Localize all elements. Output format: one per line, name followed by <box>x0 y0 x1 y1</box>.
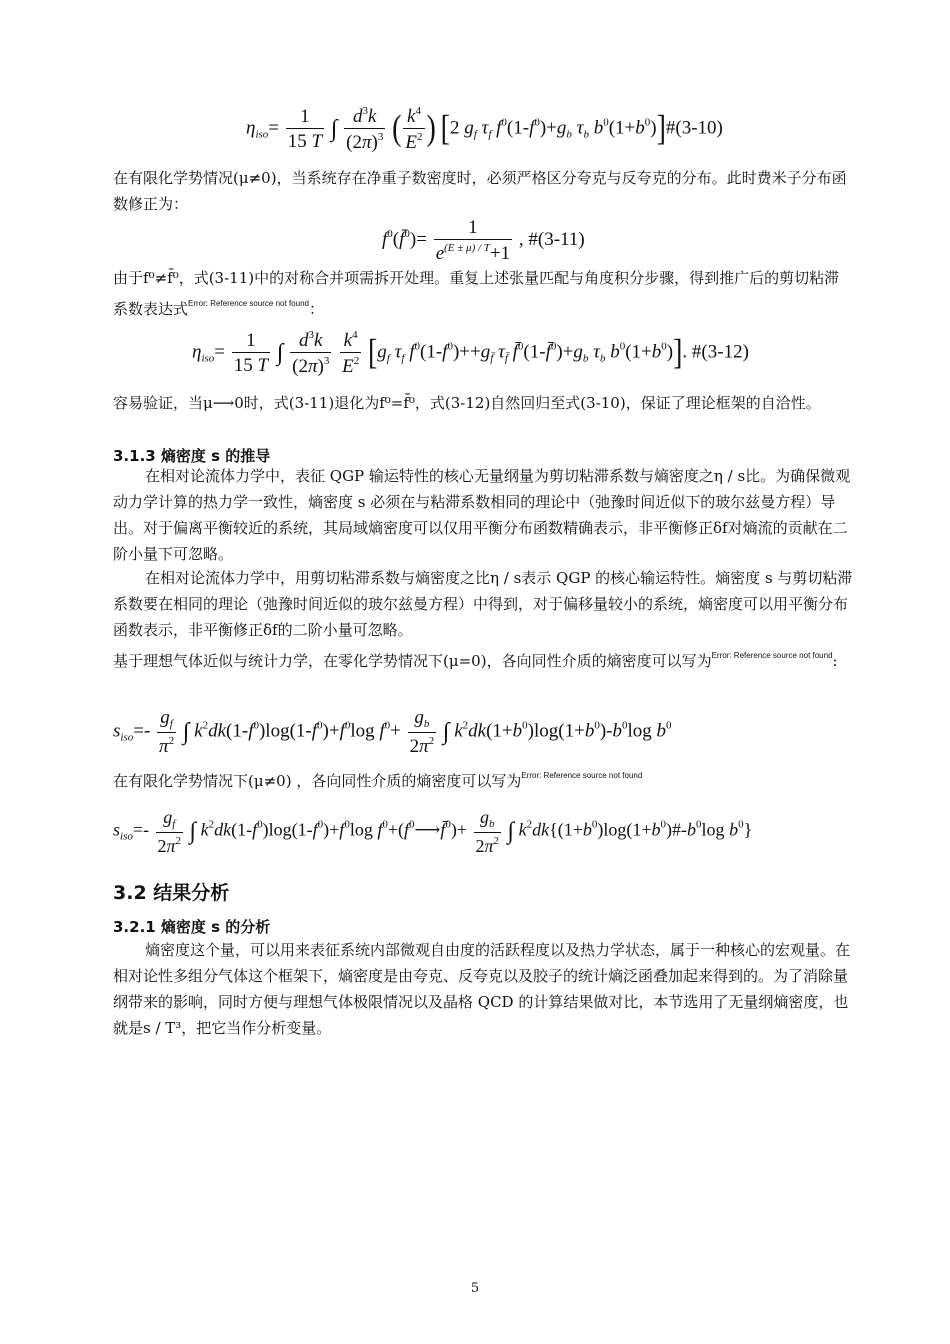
page-number: 5 <box>470 1281 480 1296</box>
paragraph-entropy-restated: 在相对论流体力学中，用剪切粘滞系数与熵密度之比η / s表示 QGP 的核心输运特性。熵密度 s 与剪切粘滞系数要在相同的理论（弛豫时间近似的玻尔兹曼方程）中得到，对于偏移量较小的系统，熵密度可以用平衡分布函数表示，非平衡修正δf的二阶小量可忽略。 <box>113 569 853 639</box>
paragraph-finite-mu-entropy: 在有限化学势情况下(μ≠0) ，各向同性介质的熵密度可以写为$^{Error: Reference source not found}$ <box>113 771 643 790</box>
paragraph-entropy-analysis: 熵密度这个量，可以用来表征系统内部微观自由度的活跃程度以及热力学状态，属于一种核心的宏观量。在相对论性多组分气体这个框架下，熵密度是由夸克、反夸克以及胶子的统计熵泛函叠加起来得到的。为了消除量纲带来的影响，同时方便与理想气体极限情况以及晶格 QCD 的计算结果做对比，本节选用了无量纲熵密度，也就是s / T³，把它当作分析变量。 <box>113 941 851 1037</box>
equation-3-12: $\eta_{iso}=$ $\frac{1}{15 T}$ ∫ $\frac{d^3k}{(2\pi)^3}$ $\frac{k^4}{E^2}$ [$g_f$ $\tau_f$ $f^0(1-f^0)++g_{f̄}$ $\tau_{f̄}$ $f̄^0(1-f̄^0)+g_b$ $\tau_b$ $b^0(1+b^0)$]. #(3-12) <box>192 329 749 377</box>
equation-3-11: $f^0(f̄^0)=$ $\frac{1}{e^{(E \pm \mu) / T}+1}$ , #(3-11) <box>382 217 585 264</box>
paragraph-generalized: 由于f⁰≠f̄⁰，式(3-11)中的对称合并项需拆开处理。重复上述张量匹配与角度积分步骤，得到推广后的剪切粘滞系数表达式$^{Error: Reference source not found}$： <box>113 269 840 318</box>
equation-entropy-zero-mu: $s_{iso}=-$ $\frac{g_f}{\pi^2}$ ∫ $k^2dk(1-f^0)\log(1-f^0)+f^0\log$ $f^0+$ $\frac{g_b}{2\pi^2}$ ∫ $k^2dk(1+b^0)\log(1+b^0)-b^0\log$ $b^0$ <box>113 707 672 757</box>
section-heading-3-1-3: 3.1.3 熵密度 s 的推导 <box>113 447 271 465</box>
section-heading-3-2: 3.2 结果分析 <box>113 882 230 904</box>
paragraph-zero-mu: 基于理想气体近似与统计力学，在零化学势情况下(μ=0)，各向同性介质的熵密度可以写为$^{Error: Reference source not found}$: <box>113 651 838 670</box>
equation-entropy-finite-mu: $s_{iso}=-$ $\frac{g_f}{2\pi^2}$ ∫ $k^2dk(1-f^0)\log(1-f^0)+f^0\log$ $f^0+(f^0⟶f̄^0)+$ $\frac{g_b}{2\pi^2}$ ∫ $k^2dk\{(1+b^0)\log(1+b^0)\#-b^0\log$ $b^0$} <box>113 807 753 856</box>
equation-3-10: $\eta_{iso}=$ $\frac{1}{15 T}$ ∫ $\frac{d^3k}{(2\pi)^3}$ ( $\frac{k^4}{E^2}$ ) [2 $g_f$ $\tau_f$ $f^0(1-f^0)+g_b$ $\tau_b$ $b^0(1+b^0)]\#(3-10)$ <box>246 105 723 153</box>
paragraph-entropy-intro: 在相对论流体力学中，表征 QGP 输运特性的核心无量纲量为剪切粘滞系数与熵密度之η / s比。为确保微观动力学计算的热力学一致性，熵密度 s 必须在与粘滞系数相同的理论中（弛豫时间近似下的玻尔兹曼方程）导出。对于偏离平衡较近的系统，其局域熵密度可以仅用平衡分布函数精确表示，非平衡修正δf对熵流的贡献在二阶小量下可忽略。 <box>113 467 851 563</box>
paragraph-consistency: 容易验证，当μ⟶0时，式(3-11)退化为f⁰=f̄⁰，式(3-12)自然回归至式(3-10)，保证了理论框架的自洽性。 <box>113 394 821 412</box>
paragraph-finite-mu: 在有限化学势情况(μ≠0)，当系统存在净重子数密度时，必须严格区分夸克与反夸克的分布。此时费米子分布函数修正为： <box>113 169 847 213</box>
section-heading-3-2-1: 3.2.1 熵密度 s 的分析 <box>113 918 271 936</box>
